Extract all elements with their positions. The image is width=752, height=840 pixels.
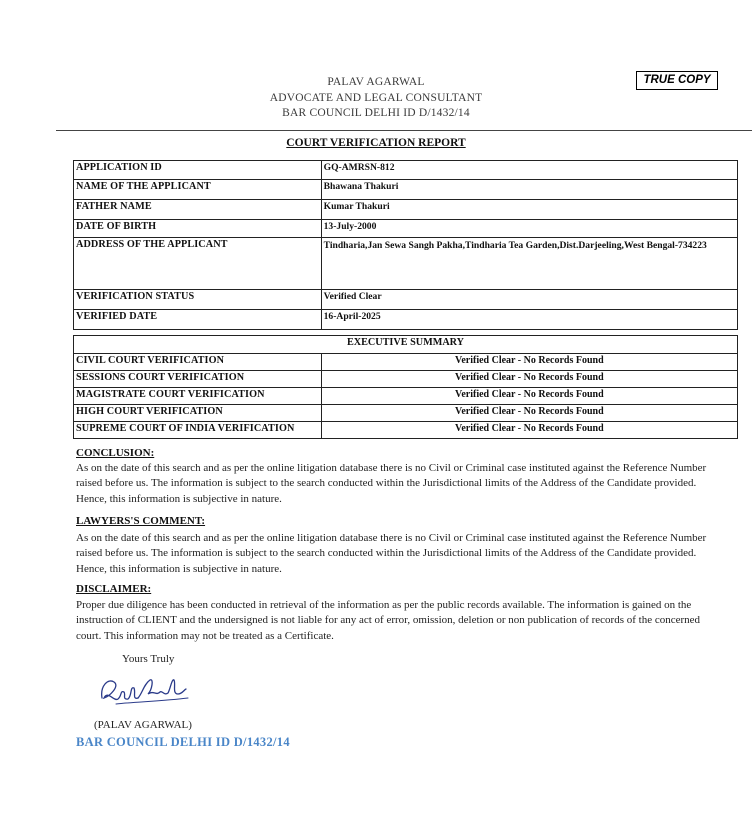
summary-value: Verified Clear - No Records Found [321,405,737,422]
executive-summary-table [73,335,738,439]
detail-label: VERIFICATION STATUS [74,290,322,310]
summary-label: MAGISTRATE COURT VERIFICATION [74,388,322,405]
detail-value: 16-April-2025 [321,310,737,330]
lawyer-designation: ADVOCATE AND LEGAL CONSULTANT [269,92,483,104]
table-row [74,220,738,238]
detail-label: DATE OF BIRTH [74,220,322,238]
disclaimer-text: Proper due diligence has been conducted in retrieval of the information as per the public records available. The information is gained on the instruction of CLIENT and the undersigned is not liable for any act of error, omission, deletion or non publication of records of the concerned court. This information may not be treated as a Certificate. [76,599,701,642]
detail-value: Verified Clear [321,290,737,310]
lawyers-comment-text: As on the date of this search and as per the online litigation database there is no Civil or Criminal case instituted against the Reference Number raised before us. The information is subject to the search conducted within the Jurisdictional limits of the Address of the Candidate provided. Hence, this information is subjective in nature. [76,532,707,575]
table-row [74,336,738,354]
detail-label: APPLICATION ID [74,161,322,180]
table-row [74,354,738,371]
signatory-name: (PALAV AGARWAL) [94,719,192,731]
disclaimer-title: DISCLAIMER: [76,583,152,595]
summary-value: Verified Clear - No Records Found [321,371,737,388]
signatory-bar-id: BAR COUNCIL DELHI ID D/1432/14 [76,735,290,749]
detail-label: VERIFIED DATE [74,310,322,330]
report-title: COURT VERIFICATION REPORT [286,137,466,149]
true-copy-stamp: TRUE COPY [636,71,718,90]
detail-label: NAME OF THE APPLICANT [74,180,322,200]
executive-summary-title: EXECUTIVE SUMMARY [74,336,738,354]
summary-label: CIVIL COURT VERIFICATION [74,354,322,371]
table-row [74,200,738,220]
handwritten-signature [94,672,196,712]
table-row [74,310,738,330]
conclusion-text: As on the date of this search and as per the online litigation database there is no Civil or Criminal case instituted against the Reference Number raised before us. The information is subject to the search conducted within the Jurisdictional limits of the Address of the Candidate provided. Hence, this information is subjective in nature. [76,462,707,505]
table-row [74,290,738,310]
summary-value: Verified Clear - No Records Found [321,422,737,439]
lawyers-comment-title: LAWYERS'S COMMENT: [76,515,206,527]
lawyer-bar-id: BAR COUNCIL DELHI ID D/1432/14 [282,107,470,119]
detail-value: Kumar Thakuri [321,200,737,220]
summary-label: SUPREME COURT OF INDIA VERIFICATION [74,422,322,439]
header-divider [56,130,752,131]
table-row [74,371,738,388]
table-row [74,161,738,180]
summary-value: Verified Clear - No Records Found [321,354,737,371]
table-row [74,405,738,422]
closing-text: Yours Truly [122,653,175,665]
summary-label: SESSIONS COURT VERIFICATION [74,371,322,388]
table-row [74,180,738,200]
detail-label: ADDRESS OF THE APPLICANT [74,238,322,290]
summary-value: Verified Clear - No Records Found [321,388,737,405]
applicant-details-table [73,160,738,330]
detail-value: 13-July-2000 [321,220,737,238]
summary-label: HIGH COURT VERIFICATION [74,405,322,422]
conclusion-title: CONCLUSION: [76,447,155,459]
lawyer-name: PALAV AGARWAL [327,76,425,88]
detail-value: Tindharia,Jan Sewa Sangh Pakha,Tindharia Tea Garden,Dist.Darjeeling,West Bengal-734223 [321,238,737,290]
table-row [74,238,738,290]
detail-value: GQ-AMRSN-812 [321,161,737,180]
detail-value: Bhawana Thakuri [321,180,737,200]
table-row [74,422,738,439]
detail-label: FATHER NAME [74,200,322,220]
table-row [74,388,738,405]
